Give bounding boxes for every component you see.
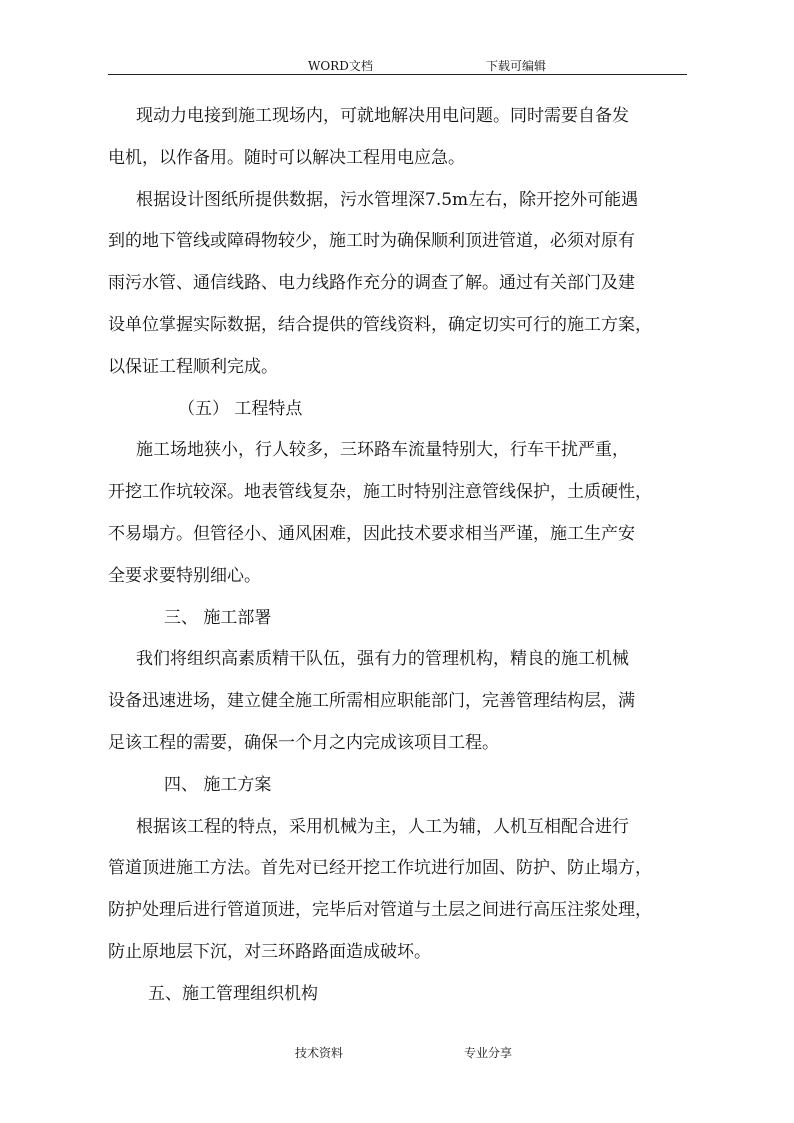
- text-line: 雨污水管、通信线路、电力线路作充分的调查了解。通过有关部门及建: [108, 273, 635, 294]
- header-right-text: 下载可编辑: [486, 59, 547, 73]
- header-left-text: WORD文档: [308, 59, 373, 73]
- footer-right-text: 专业分享: [464, 1046, 513, 1060]
- text-line: 以保证工程顺利完成。: [108, 356, 278, 377]
- text-line: 开挖工作坑较深。地表管线复杂，施工时特别注意管线保护，土质硬性，: [108, 482, 652, 503]
- text-line: 根据设计图纸所提供数据，污水管埋深7.5m左右，除开挖外可能遇: [136, 189, 639, 210]
- text-line: 不易塌方。但管径小、通风困难，因此技术要求相当严谨，施工生产安: [108, 523, 635, 544]
- document-body: [108, 96, 687, 1016]
- text-line: 管道顶进施工方法。首先对已经开挖工作坑进行加固、防护、防止塌方，: [108, 858, 652, 879]
- text-line: 电机，以作备用。随时可以解决工程用电应急。: [108, 147, 465, 168]
- text-line: 设备迅速进场，建立健全施工所需相应职能部门，完善管理结构层，满: [108, 691, 635, 712]
- text-line: 足该工程的需要，确保一个月之内完成该项目工程。: [108, 732, 499, 753]
- section-heading: 四、 施工方案: [164, 774, 272, 795]
- header-rule: [108, 74, 687, 75]
- text-line: 到的地下管线或障碍物较少，施工时为确保顺利顶进管道，必须对原有: [108, 231, 635, 252]
- footer-left-text: 技术资料: [295, 1046, 344, 1060]
- section-heading: 三、 施工部署: [164, 607, 272, 628]
- text-line: 现动力电接到施工现场内，可就地解决用电问题。同时需要自备发: [136, 106, 629, 126]
- text-line: 防止原地层下沉，对三环路路面造成破坏。: [108, 941, 431, 962]
- text-line: 全要求要特别细心。: [108, 565, 261, 586]
- section-heading: 五、施工管理组织机构: [148, 983, 318, 1004]
- section-heading: （五） 工程特点: [178, 398, 303, 419]
- text-line: 防护处理后进行管道顶进，完毕后对管道与土层之间进行高压注浆处理，: [108, 900, 652, 921]
- text-line: 我们将组织高素质精干队伍，强有力的管理机构，精良的施工机械: [136, 649, 629, 670]
- text-line: 根据该工程的特点，采用机械为主，人工为辅，人机互相配合进行: [136, 816, 629, 837]
- text-line: 施工场地狭小，行人较多，三环路车流量特别大，行车干扰严重，: [136, 440, 629, 461]
- text-line: 设单位掌握实际数据，结合提供的管线资料，确定切实可行的施工方案，: [108, 314, 652, 335]
